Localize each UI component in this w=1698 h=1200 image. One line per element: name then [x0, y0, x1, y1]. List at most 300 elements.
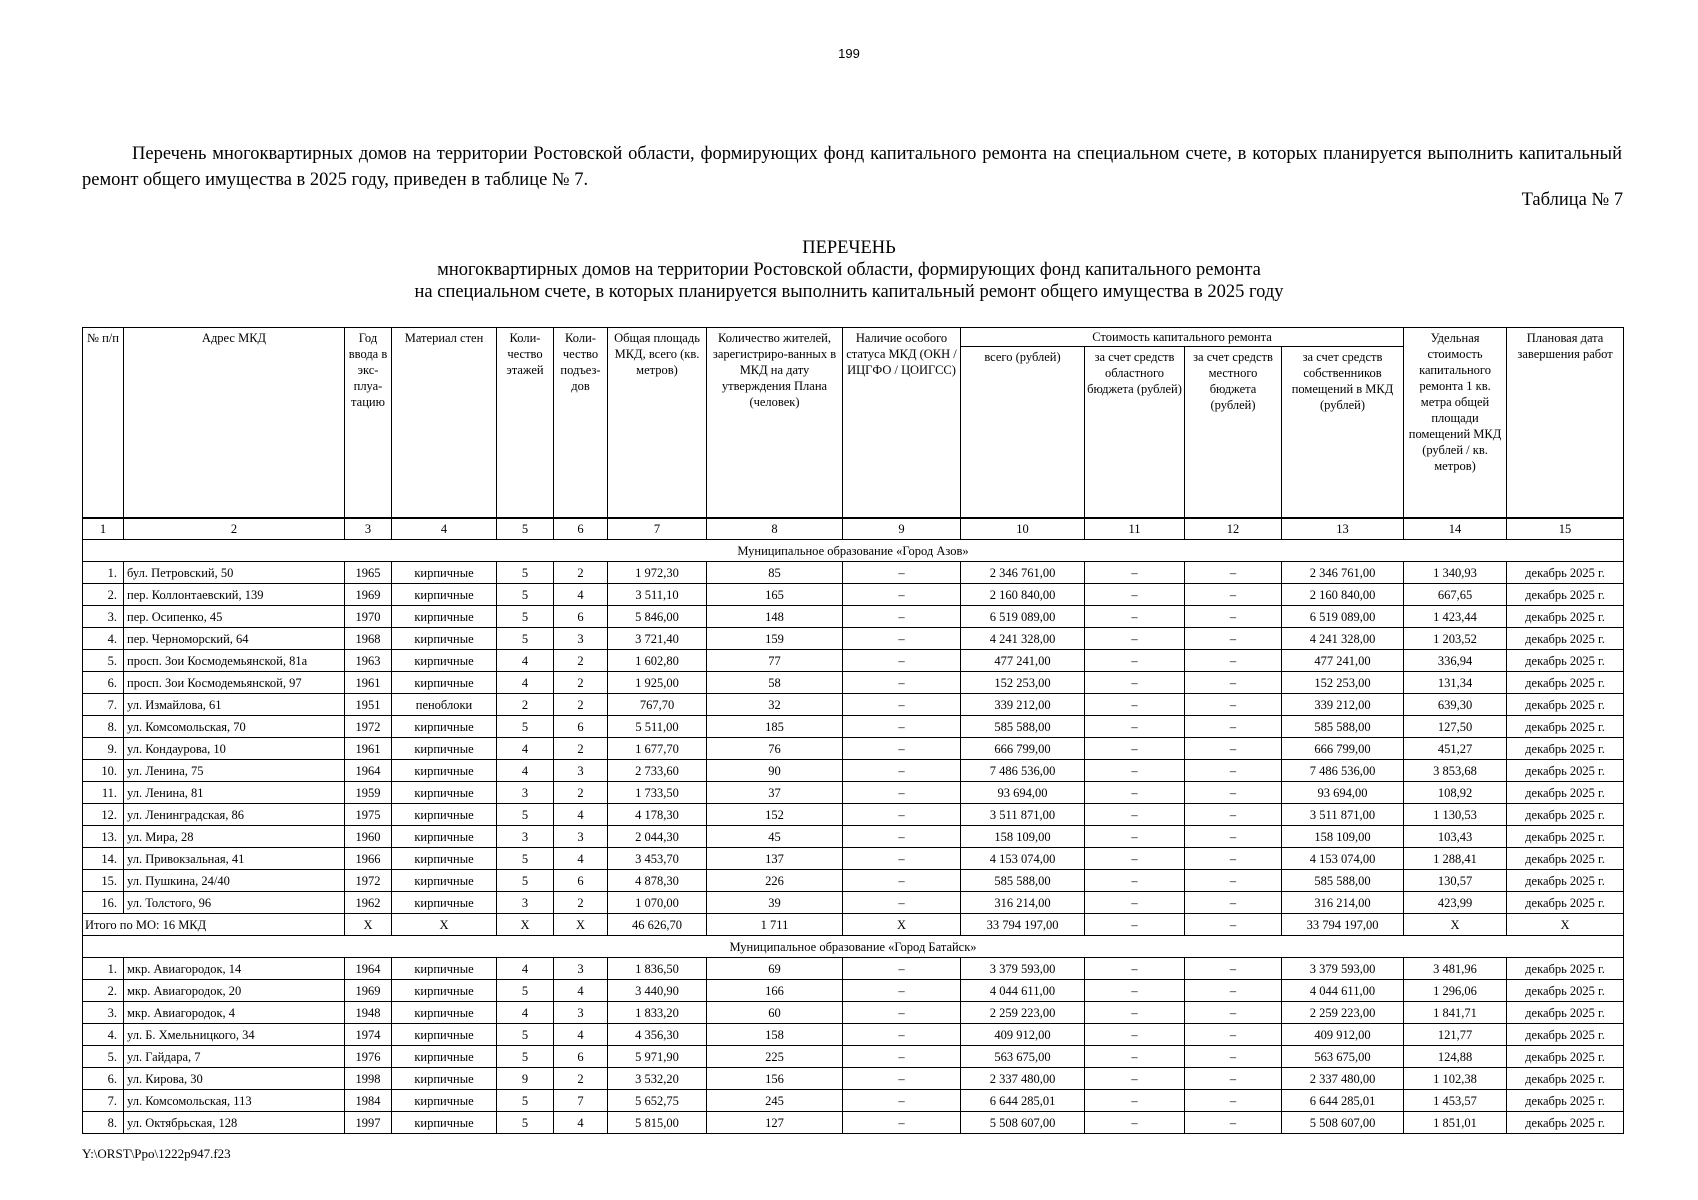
row-floors: 5 [497, 606, 554, 628]
row-address: просп. Зои Космодемьянской, 97 [124, 672, 345, 694]
row-cost-regional: – [1085, 958, 1185, 980]
row-cost-local: – [1185, 1090, 1282, 1112]
row-cost-local: – [1185, 1112, 1282, 1134]
row-entrances: 4 [554, 1024, 608, 1046]
row-cost-owners: 563 675,00 [1282, 1046, 1404, 1068]
row-area: 3 453,70 [608, 848, 707, 870]
row-cost-total: 6 519 089,00 [961, 606, 1085, 628]
row-address: ул. Октябрьская, 128 [124, 1112, 345, 1134]
row-cost-owners: 339 212,00 [1282, 694, 1404, 716]
row-status: – [843, 870, 961, 892]
table-label: Таблица № 7 [1521, 190, 1623, 210]
row-unit-cost: 103,43 [1404, 826, 1507, 848]
row-material: пеноблоки [392, 694, 497, 716]
row-residents: 37 [707, 782, 843, 804]
row-cost-total: 158 109,00 [961, 826, 1085, 848]
table-row [83, 804, 1624, 826]
row-status: – [843, 760, 961, 782]
row-cost-regional: – [1085, 672, 1185, 694]
row-cost-regional: – [1085, 782, 1185, 804]
table-row [83, 892, 1624, 914]
row-year: 1975 [345, 804, 392, 826]
row-floors: 5 [497, 628, 554, 650]
table-row [83, 1090, 1624, 1112]
row-status: – [843, 892, 961, 914]
row-cost-local: – [1185, 694, 1282, 716]
row-year: 1970 [345, 606, 392, 628]
row-address: ул. Кондаурова, 10 [124, 738, 345, 760]
row-cost-owners: 2 346 761,00 [1282, 562, 1404, 584]
row-cost-local: – [1185, 738, 1282, 760]
row-completion: декабрь 2025 г. [1507, 738, 1624, 760]
total-row [83, 914, 1624, 936]
row-num: 13. [83, 826, 124, 848]
row-unit-cost: 1 203,52 [1404, 628, 1507, 650]
row-year: 1972 [345, 870, 392, 892]
column-number-row [83, 518, 1624, 540]
row-year: 1951 [345, 694, 392, 716]
row-entrances: 3 [554, 760, 608, 782]
row-cost-regional: – [1085, 980, 1185, 1002]
table-row [83, 1002, 1624, 1024]
table-row [83, 980, 1624, 1002]
row-floors: 5 [497, 716, 554, 738]
row-cost-owners: 4 153 074,00 [1282, 848, 1404, 870]
row-cost-local: – [1185, 892, 1282, 914]
row-cost-local: – [1185, 782, 1282, 804]
row-cost-total: 2 160 840,00 [961, 584, 1085, 606]
table-row [83, 694, 1624, 716]
row-residents: 158 [707, 1024, 843, 1046]
total-unit-cost: X [1404, 914, 1507, 936]
header-status: Наличие особого статуса МКД (ОКН / ИЦГФО / ЦОИГСС) [843, 328, 961, 519]
row-area: 2 733,60 [608, 760, 707, 782]
row-cost-regional: – [1085, 584, 1185, 606]
row-cost-total: 316 214,00 [961, 892, 1085, 914]
header-year: Год ввода в экс-плуа-тацию [345, 328, 392, 519]
row-status: – [843, 584, 961, 606]
row-material: кирпичные [392, 672, 497, 694]
row-status: – [843, 826, 961, 848]
section-title: Муниципальное образование «Город Азов» [83, 540, 1624, 562]
header-completion: Плановая дата завершения работ [1507, 328, 1624, 519]
row-year: 1969 [345, 980, 392, 1002]
buildings-table [82, 327, 1624, 1134]
row-cost-owners: 158 109,00 [1282, 826, 1404, 848]
row-year: 1997 [345, 1112, 392, 1134]
table-row [83, 1046, 1624, 1068]
row-entrances: 2 [554, 650, 608, 672]
row-cost-owners: 2 337 480,00 [1282, 1068, 1404, 1090]
row-status: – [843, 782, 961, 804]
row-cost-owners: 5 508 607,00 [1282, 1112, 1404, 1134]
heading-title: ПЕРЕЧЕНЬ [802, 238, 896, 258]
row-residents: 39 [707, 892, 843, 914]
row-material: кирпичные [392, 760, 497, 782]
row-year: 1962 [345, 892, 392, 914]
row-year: 1948 [345, 1002, 392, 1024]
row-address: ул. Гайдара, 7 [124, 1046, 345, 1068]
row-floors: 4 [497, 760, 554, 782]
row-cost-regional: – [1085, 650, 1185, 672]
total-year: X [345, 914, 392, 936]
row-unit-cost: 1 130,53 [1404, 804, 1507, 826]
row-cost-local: – [1185, 1002, 1282, 1024]
row-material: кирпичные [392, 1068, 497, 1090]
row-floors: 4 [497, 650, 554, 672]
section-title: Муниципальное образование «Город Батайск» [83, 936, 1624, 958]
row-area: 1 833,20 [608, 1002, 707, 1024]
row-completion: декабрь 2025 г. [1507, 562, 1624, 584]
row-cost-owners: 2 160 840,00 [1282, 584, 1404, 606]
row-residents: 60 [707, 1002, 843, 1024]
row-entrances: 3 [554, 1002, 608, 1024]
table-row [83, 562, 1624, 584]
row-completion: декабрь 2025 г. [1507, 958, 1624, 980]
row-unit-cost: 131,34 [1404, 672, 1507, 694]
table-heading [0, 237, 1698, 303]
row-cost-regional: – [1085, 848, 1185, 870]
row-floors: 5 [497, 804, 554, 826]
row-completion: декабрь 2025 г. [1507, 760, 1624, 782]
row-unit-cost: 1 841,71 [1404, 1002, 1507, 1024]
row-residents: 148 [707, 606, 843, 628]
header-area: Общая площадь МКД, всего (кв. метров) [608, 328, 707, 519]
row-completion: декабрь 2025 г. [1507, 782, 1624, 804]
row-cost-regional: – [1085, 760, 1185, 782]
row-floors: 5 [497, 562, 554, 584]
total-cost-local: – [1185, 914, 1282, 936]
row-num: 14. [83, 848, 124, 870]
row-num: 5. [83, 1046, 124, 1068]
row-year: 1966 [345, 848, 392, 870]
row-area: 3 511,10 [608, 584, 707, 606]
column-number: 13 [1282, 518, 1404, 540]
row-cost-local: – [1185, 1024, 1282, 1046]
row-entrances: 6 [554, 716, 608, 738]
row-cost-total: 3 511 871,00 [961, 804, 1085, 826]
row-unit-cost: 1 102,38 [1404, 1068, 1507, 1090]
row-floors: 2 [497, 694, 554, 716]
row-area: 3 721,40 [608, 628, 707, 650]
row-entrances: 2 [554, 782, 608, 804]
row-area: 4 878,30 [608, 870, 707, 892]
row-completion: декабрь 2025 г. [1507, 672, 1624, 694]
row-unit-cost: 3 481,96 [1404, 958, 1507, 980]
row-cost-total: 666 799,00 [961, 738, 1085, 760]
row-floors: 9 [497, 1068, 554, 1090]
column-number: 4 [392, 518, 497, 540]
row-cost-total: 2 337 480,00 [961, 1068, 1085, 1090]
row-floors: 4 [497, 738, 554, 760]
row-cost-local: – [1185, 980, 1282, 1002]
column-number: 3 [345, 518, 392, 540]
row-unit-cost: 130,57 [1404, 870, 1507, 892]
row-entrances: 6 [554, 606, 608, 628]
row-cost-local: – [1185, 848, 1282, 870]
row-entrances: 2 [554, 562, 608, 584]
row-residents: 90 [707, 760, 843, 782]
row-entrances: 3 [554, 628, 608, 650]
row-address: ул. Кирова, 30 [124, 1068, 345, 1090]
total-cost-regional: – [1085, 914, 1185, 936]
row-unit-cost: 121,77 [1404, 1024, 1507, 1046]
row-area: 3 532,20 [608, 1068, 707, 1090]
row-completion: декабрь 2025 г. [1507, 1024, 1624, 1046]
row-address: ул. Мира, 28 [124, 826, 345, 848]
total-completion: X [1507, 914, 1624, 936]
row-num: 2. [83, 980, 124, 1002]
row-cost-total: 585 588,00 [961, 870, 1085, 892]
section-header-row [83, 540, 1624, 562]
row-residents: 159 [707, 628, 843, 650]
row-cost-owners: 7 486 536,00 [1282, 760, 1404, 782]
row-area: 5 971,90 [608, 1046, 707, 1068]
total-entrances: X [554, 914, 608, 936]
table-row [83, 738, 1624, 760]
row-cost-regional: – [1085, 1112, 1185, 1134]
section-header-row [83, 936, 1624, 958]
row-year: 1965 [345, 562, 392, 584]
row-floors: 5 [497, 1090, 554, 1112]
row-address: мкр. Авиагородок, 4 [124, 1002, 345, 1024]
row-area: 767,70 [608, 694, 707, 716]
row-material: кирпичные [392, 804, 497, 826]
row-cost-total: 6 644 285,01 [961, 1090, 1085, 1112]
row-unit-cost: 127,50 [1404, 716, 1507, 738]
row-cost-local: – [1185, 1068, 1282, 1090]
row-address: пер. Черноморский, 64 [124, 628, 345, 650]
table-row [83, 628, 1624, 650]
row-cost-owners: 4 044 611,00 [1282, 980, 1404, 1002]
row-cost-owners: 6 644 285,01 [1282, 1090, 1404, 1112]
table-row [83, 782, 1624, 804]
row-year: 1998 [345, 1068, 392, 1090]
row-unit-cost: 1 453,57 [1404, 1090, 1507, 1112]
row-cost-total: 563 675,00 [961, 1046, 1085, 1068]
row-address: пер. Коллонтаевский, 139 [124, 584, 345, 606]
row-year: 1964 [345, 760, 392, 782]
row-cost-regional: – [1085, 694, 1185, 716]
row-material: кирпичные [392, 848, 497, 870]
row-cost-regional: – [1085, 1024, 1185, 1046]
row-cost-local: – [1185, 1046, 1282, 1068]
row-cost-local: – [1185, 760, 1282, 782]
row-residents: 165 [707, 584, 843, 606]
row-material: кирпичные [392, 716, 497, 738]
row-floors: 4 [497, 672, 554, 694]
row-cost-owners: 666 799,00 [1282, 738, 1404, 760]
row-cost-total: 339 212,00 [961, 694, 1085, 716]
column-number: 15 [1507, 518, 1624, 540]
row-year: 1976 [345, 1046, 392, 1068]
row-cost-regional: – [1085, 1046, 1185, 1068]
row-cost-owners: 585 588,00 [1282, 870, 1404, 892]
row-year: 1964 [345, 958, 392, 980]
header-floors: Коли-чество этажей [497, 328, 554, 519]
row-floors: 5 [497, 1046, 554, 1068]
row-address: просп. Зои Космодемьянской, 81а [124, 650, 345, 672]
row-area: 5 815,00 [608, 1112, 707, 1134]
row-residents: 137 [707, 848, 843, 870]
row-residents: 127 [707, 1112, 843, 1134]
total-label: Итого по МО: 16 МКД [83, 914, 345, 936]
row-year: 1968 [345, 628, 392, 650]
row-address: ул. Ленина, 81 [124, 782, 345, 804]
row-unit-cost: 639,30 [1404, 694, 1507, 716]
row-cost-total: 4 044 611,00 [961, 980, 1085, 1002]
row-completion: декабрь 2025 г. [1507, 716, 1624, 738]
row-cost-owners: 6 519 089,00 [1282, 606, 1404, 628]
row-residents: 225 [707, 1046, 843, 1068]
row-status: – [843, 628, 961, 650]
row-material: кирпичные [392, 782, 497, 804]
row-year: 1972 [345, 716, 392, 738]
row-cost-total: 477 241,00 [961, 650, 1085, 672]
row-material: кирпичные [392, 1002, 497, 1024]
row-address: ул. Комсомольская, 113 [124, 1090, 345, 1112]
row-cost-regional: – [1085, 892, 1185, 914]
total-cost-total: 33 794 197,00 [961, 914, 1085, 936]
row-material: кирпичные [392, 628, 497, 650]
row-residents: 85 [707, 562, 843, 584]
row-cost-owners: 409 912,00 [1282, 1024, 1404, 1046]
row-num: 8. [83, 716, 124, 738]
row-material: кирпичные [392, 650, 497, 672]
column-number: 8 [707, 518, 843, 540]
column-number: 10 [961, 518, 1085, 540]
row-cost-total: 409 912,00 [961, 1024, 1085, 1046]
row-area: 1 677,70 [608, 738, 707, 760]
row-num: 6. [83, 1068, 124, 1090]
row-cost-local: – [1185, 650, 1282, 672]
total-residents: 1 711 [707, 914, 843, 936]
table-row [83, 650, 1624, 672]
row-num: 16. [83, 892, 124, 914]
column-number: 11 [1085, 518, 1185, 540]
header-cost-owners: за счет средств собственников помещений в МКД (рублей) [1282, 347, 1404, 519]
row-cost-local: – [1185, 870, 1282, 892]
row-unit-cost: 1 423,44 [1404, 606, 1507, 628]
row-floors: 3 [497, 826, 554, 848]
row-entrances: 3 [554, 826, 608, 848]
row-cost-local: – [1185, 804, 1282, 826]
row-unit-cost: 336,94 [1404, 650, 1507, 672]
total-status: X [843, 914, 961, 936]
row-floors: 3 [497, 892, 554, 914]
row-entrances: 4 [554, 584, 608, 606]
row-year: 1969 [345, 584, 392, 606]
row-residents: 152 [707, 804, 843, 826]
row-status: – [843, 1002, 961, 1024]
table-row [83, 760, 1624, 782]
row-material: кирпичные [392, 738, 497, 760]
row-floors: 5 [497, 1024, 554, 1046]
row-cost-total: 2 259 223,00 [961, 1002, 1085, 1024]
row-area: 5 511,00 [608, 716, 707, 738]
row-completion: декабрь 2025 г. [1507, 892, 1624, 914]
row-cost-local: – [1185, 584, 1282, 606]
row-address: ул. Б. Хмельницкого, 34 [124, 1024, 345, 1046]
row-floors: 5 [497, 870, 554, 892]
row-num: 4. [83, 1024, 124, 1046]
total-material: X [392, 914, 497, 936]
row-cost-regional: – [1085, 606, 1185, 628]
row-completion: декабрь 2025 г. [1507, 584, 1624, 606]
row-unit-cost: 1 288,41 [1404, 848, 1507, 870]
row-area: 1 602,80 [608, 650, 707, 672]
table-row [83, 716, 1624, 738]
row-completion: декабрь 2025 г. [1507, 804, 1624, 826]
row-entrances: 6 [554, 1046, 608, 1068]
row-area: 5 846,00 [608, 606, 707, 628]
row-material: кирпичные [392, 606, 497, 628]
row-entrances: 2 [554, 694, 608, 716]
row-status: – [843, 1068, 961, 1090]
row-cost-regional: – [1085, 804, 1185, 826]
row-cost-owners: 316 214,00 [1282, 892, 1404, 914]
table-row [83, 606, 1624, 628]
row-area: 2 044,30 [608, 826, 707, 848]
column-number: 9 [843, 518, 961, 540]
row-residents: 226 [707, 870, 843, 892]
table-row [83, 826, 1624, 848]
row-year: 1984 [345, 1090, 392, 1112]
row-status: – [843, 1046, 961, 1068]
row-entrances: 4 [554, 980, 608, 1002]
row-material: кирпичные [392, 562, 497, 584]
row-cost-total: 7 486 536,00 [961, 760, 1085, 782]
total-area: 46 626,70 [608, 914, 707, 936]
row-cost-regional: – [1085, 1002, 1185, 1024]
row-material: кирпичные [392, 870, 497, 892]
row-floors: 5 [497, 584, 554, 606]
table-row [83, 1112, 1624, 1134]
row-cost-regional: – [1085, 1090, 1185, 1112]
row-cost-owners: 3 511 871,00 [1282, 804, 1404, 826]
row-status: – [843, 1024, 961, 1046]
row-address: пер. Осипенко, 45 [124, 606, 345, 628]
row-area: 4 356,30 [608, 1024, 707, 1046]
row-cost-total: 152 253,00 [961, 672, 1085, 694]
row-num: 9. [83, 738, 124, 760]
row-area: 3 440,90 [608, 980, 707, 1002]
row-residents: 77 [707, 650, 843, 672]
row-status: – [843, 1090, 961, 1112]
row-year: 1960 [345, 826, 392, 848]
row-cost-local: – [1185, 826, 1282, 848]
header-cost-local: за счет средств местного бюджета (рублей) [1185, 347, 1282, 519]
row-unit-cost: 667,65 [1404, 584, 1507, 606]
row-cost-regional: – [1085, 738, 1185, 760]
row-address: мкр. Авиагородок, 14 [124, 958, 345, 980]
table-row [83, 584, 1624, 606]
row-address: ул. Измайлова, 61 [124, 694, 345, 716]
row-year: 1963 [345, 650, 392, 672]
row-residents: 76 [707, 738, 843, 760]
row-num: 3. [83, 1002, 124, 1024]
row-address: мкр. Авиагородок, 20 [124, 980, 345, 1002]
row-cost-regional: – [1085, 870, 1185, 892]
row-unit-cost: 108,92 [1404, 782, 1507, 804]
row-num: 15. [83, 870, 124, 892]
row-address: бул. Петровский, 50 [124, 562, 345, 584]
row-address: ул. Пушкина, 24/40 [124, 870, 345, 892]
row-completion: декабрь 2025 г. [1507, 1112, 1624, 1134]
row-completion: декабрь 2025 г. [1507, 1068, 1624, 1090]
total-cost-owners: 33 794 197,00 [1282, 914, 1404, 936]
row-num: 10. [83, 760, 124, 782]
